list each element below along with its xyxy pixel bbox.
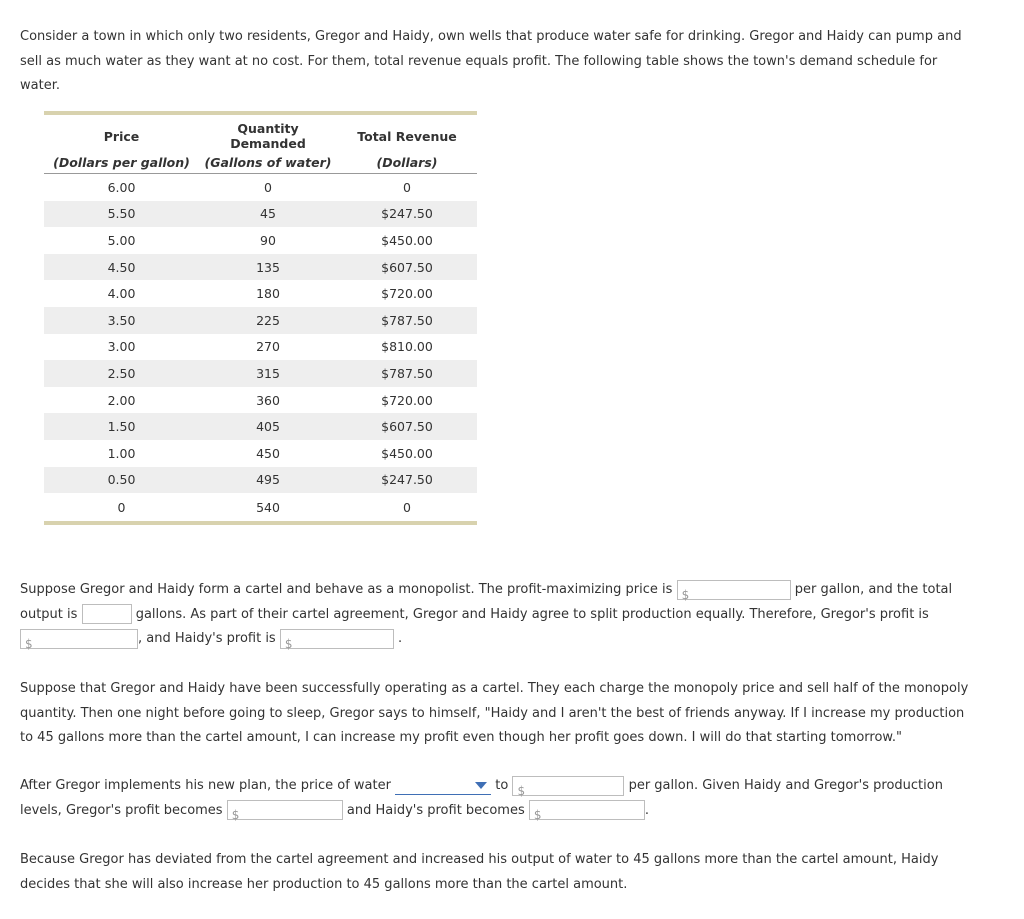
price-cell: 3.50 — [44, 307, 199, 334]
quantity-cell: 495 — [199, 467, 337, 494]
q1-text-5: . — [397, 631, 403, 646]
quantity-cell: 405 — [199, 413, 337, 440]
haidy-deviation-paragraph: Because Gregor has deviated from the cartel agreement and increased his output of water to 45 gallons more than the cartel amount, Haidy decides that she will also increase her production to 45 gallons more than the cartel amount. — [20, 852, 939, 892]
revenue-cell: $607.50 — [337, 254, 477, 281]
price-cell: 2.00 — [107, 392, 136, 408]
dollar-sign-icon: $ — [284, 636, 293, 651]
quantity-cell: 180 — [256, 286, 280, 302]
table-row — [44, 254, 477, 281]
quantity-cell: 315 — [199, 360, 337, 387]
cartel-question — [20, 578, 980, 652]
quantity-unit: (Gallons of water) — [199, 151, 337, 174]
revenue-cell: 0 — [403, 499, 411, 515]
table-row — [44, 334, 477, 361]
table-row — [44, 413, 477, 440]
new-price-input[interactable] — [512, 776, 624, 796]
q2-text-4: and Haidy's profit becomes — [346, 802, 525, 818]
quantity-cell: 270 — [256, 339, 280, 355]
revenue-cell: $787.50 — [337, 307, 477, 334]
revenue-cell: $720.00 — [381, 286, 433, 302]
price-cell: 4.00 — [107, 286, 136, 302]
dollar-sign-icon: $ — [681, 587, 690, 602]
dollar-sign-icon: $ — [231, 808, 240, 822]
table-row — [44, 227, 477, 254]
gregor-new-profit-input[interactable] — [227, 800, 343, 820]
table-row — [44, 467, 477, 494]
table-row — [44, 360, 477, 387]
quantity-header: Quantity Demanded — [230, 121, 306, 151]
monopoly-price-input[interactable] — [677, 580, 791, 600]
revenue-cell: $720.00 — [381, 392, 433, 408]
quantity-cell: 45 — [199, 201, 337, 228]
quantity-cell: 360 — [256, 392, 280, 408]
demand-schedule-table — [44, 111, 477, 525]
quantity-cell: 90 — [260, 232, 276, 248]
revenue-cell: $810.00 — [381, 339, 433, 355]
price-header: Price — [103, 128, 140, 144]
price-cell: 4.50 — [44, 254, 199, 281]
revenue-unit: (Dollars) — [337, 151, 477, 174]
gregor-profit-input[interactable] — [20, 629, 138, 649]
revenue-cell: $450.00 — [381, 445, 433, 461]
quantity-cell: 450 — [256, 445, 280, 461]
revenue-cell: $607.50 — [337, 413, 477, 440]
haidy-profit-input[interactable] — [280, 629, 394, 649]
quantity-cell: 540 — [256, 499, 280, 515]
price-cell: 5.50 — [44, 201, 199, 228]
price-change-dropdown[interactable] — [395, 777, 491, 795]
revenue-cell: $247.50 — [337, 201, 477, 228]
price-cell: 3.00 — [107, 339, 136, 355]
price-cell: 5.00 — [107, 232, 136, 248]
q2-text-5: . — [644, 802, 649, 818]
intro-paragraph: Consider a town in which only two residents, Gregor and Haidy, own wells that produce water safe for drinking. Gregor and Haidy can pump and sell as much water as they want at no cost. For them, total revenue equals profit. The following table shows the town's demand schedule for water. — [20, 29, 962, 93]
price-cell: 1.50 — [44, 413, 199, 440]
q1-text-3: gallons. As part of their cartel agreement, Gregor and Haidy agree to split production equally. Therefore, Gregor's profit is — [135, 606, 929, 622]
quantity-cell: 225 — [199, 307, 337, 334]
revenue-cell: $450.00 — [381, 232, 433, 248]
price-cell: 2.50 — [44, 360, 199, 387]
price-cell: 6.00 — [107, 179, 136, 195]
revenue-cell: 0 — [403, 179, 411, 195]
price-unit: (Dollars per gallon) — [44, 151, 199, 174]
q1-text-2: per gallon, and the total output is — [20, 582, 953, 622]
quantity-cell: 135 — [199, 254, 337, 281]
revenue-header: Total Revenue — [357, 128, 457, 144]
dollar-sign-icon: $ — [517, 783, 526, 798]
table-row — [44, 307, 477, 334]
price-cell: 0.50 — [44, 467, 199, 494]
revenue-cell: $787.50 — [337, 360, 477, 387]
deviation-question — [20, 774, 980, 823]
total-output-input[interactable] — [82, 604, 132, 624]
q1-text-4: , and Haidy's profit is — [138, 631, 276, 646]
dollar-sign-icon: $ — [25, 636, 33, 651]
table-row — [44, 280, 477, 307]
quantity-cell: 0 — [264, 179, 272, 195]
price-cell: 1.00 — [107, 445, 136, 461]
haidy-new-profit-input[interactable] — [529, 800, 645, 820]
q2-text-1: After Gregor implements his new plan, the price of water — [20, 778, 391, 793]
chevron-down-icon — [475, 782, 487, 789]
dollar-sign-icon: $ — [533, 808, 542, 822]
revenue-cell: $247.50 — [337, 467, 477, 494]
q2-text-2: to — [495, 778, 509, 793]
table-row — [44, 493, 477, 523]
table-row — [44, 174, 477, 201]
table-row — [44, 440, 477, 467]
table-row — [44, 387, 477, 414]
price-cell: 0 — [117, 499, 126, 515]
table-row — [44, 201, 477, 228]
q2-text-3: per gallon. Given Haidy and Gregor's production levels, Gregor's profit becomes — [20, 778, 943, 818]
scenario-paragraph: Suppose that Gregor and Haidy have been successfully operating as a cartel. They each charge the monopoly price and sell half of the monopoly quantity. Then one night before going to sleep, Gregor says to himself, "Haidy and I aren't the best of friends anyway. If I increase my production to 45 gallons more than the cartel amount, I can increase my profit even though her profit goes down. I will do that starting tomorrow." — [20, 681, 969, 745]
q1-text-1: Suppose Gregor and Haidy form a cartel and behave as a monopolist. The profit-maximizing price is — [20, 582, 673, 597]
